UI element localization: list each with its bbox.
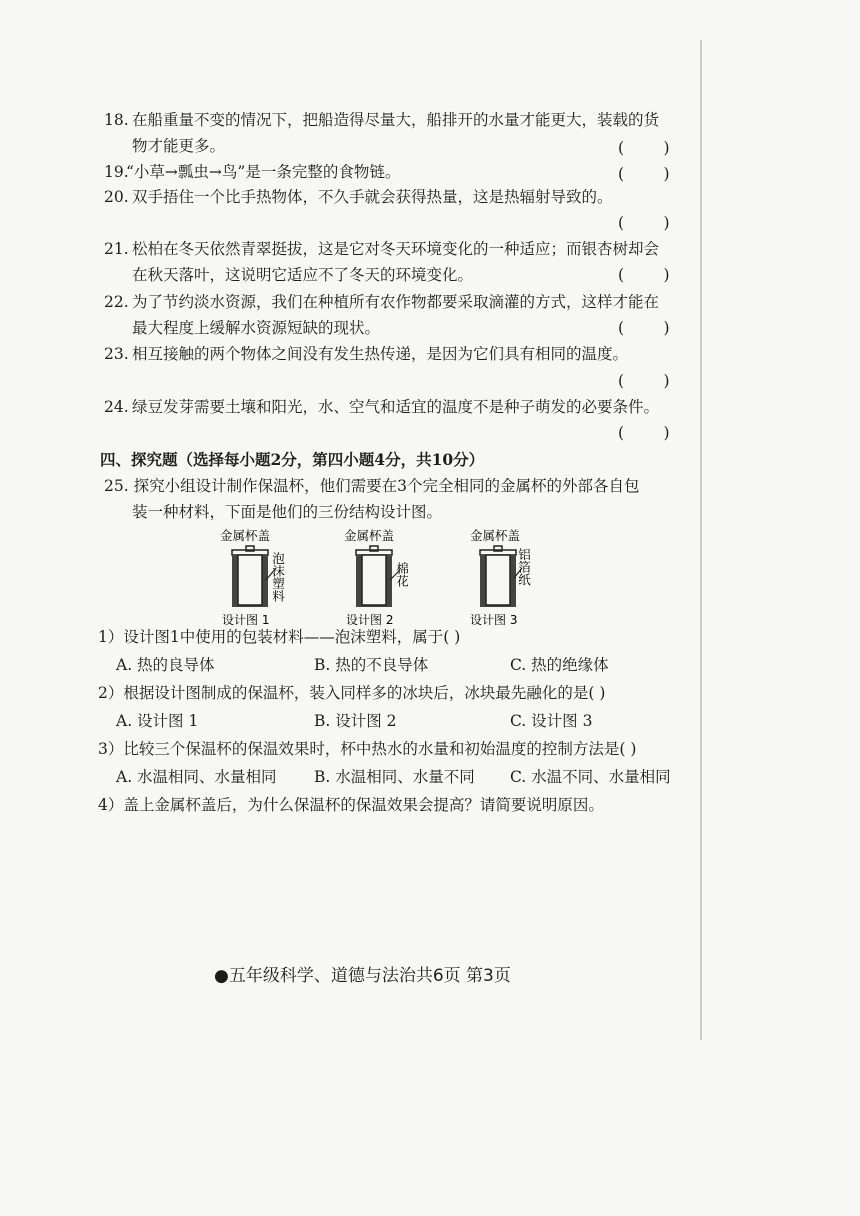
diagram-3-material-label: 铝箔纸 [516,548,532,586]
question-20-answer-blank[interactable]: ( ) [618,214,670,232]
question-19-num: 19. [104,163,129,181]
question-23-num: 23. [104,345,129,363]
question-22-line2: 最大程度上缓解水资源短缺的现状。 [132,319,381,337]
sub-question-1-option-b[interactable]: B. 热的不良导体 [314,656,429,674]
diagram-3-caption: 设计图 3 [470,613,518,627]
question-20-num: 20. [104,188,129,206]
question-23-line1: 相互接触的两个物体之间没有发生热传递，是因为它们具有相同的温度。 [132,345,629,363]
sub-question-3-stem: 3）比较三个保温杯的保温效果时，杯中热水的水量和初始温度的控制方法是( ) [98,740,637,758]
design-diagram-3 [470,528,532,627]
question-18-line1: 在船重量不变的情况下，把船造得尽量大，船排开的水量才能更大，装载的货 [132,111,660,129]
question-19-answer-blank[interactable]: ( ) [618,165,670,183]
sub-question-2-option-b[interactable]: B. 设计图 2 [314,712,397,730]
question-23-answer-blank[interactable]: ( ) [618,372,670,390]
question-21-num: 21. [104,240,129,258]
question-20-line1: 双手捂住一个比手热物体，不久手就会获得热量，这是热辐射导致的。 [132,188,613,206]
sub-question-1-option-a[interactable]: A. 热的良导体 [116,656,215,674]
diagram-1-lid-label: 金属杯盖 [220,528,271,543]
page-edge [700,40,702,1040]
sub-question-3-option-a[interactable]: A. 水温相同、水量相同 [116,768,277,786]
section-4-title: 四、探究题（选择每小题2分，第四小题4分，共10分） [100,450,485,469]
design-diagram-1 [220,528,286,627]
diagram-2-caption: 设计图 2 [346,613,394,627]
design-diagram-2 [344,528,410,627]
question-24-line1: 绿豆发芽需要土壤和阳光，水、空气和适宜的温度不是种子萌发的必要条件。 [132,398,660,416]
design-diagrams-svg [210,528,540,628]
sub-question-1-stem: 1）设计图1中使用的包装材料——泡沫塑料，属于( ) [98,628,461,646]
question-25-line2: 装一种材料，下面是他们的三份结构设计图。 [132,503,443,521]
page-footer: ●五年级科学、道德与法治共6页 第3页 [214,966,511,986]
design-diagrams [210,528,540,628]
sub-question-2-option-a[interactable]: A. 设计图 1 [116,712,199,730]
question-24-num: 24. [104,398,129,416]
question-19-line1: “小草→瓢虫→鸟”是一条完整的食物链。 [126,163,401,181]
diagram-2-material-label: 棉花 [394,562,410,587]
diagram-2-cup [362,555,386,605]
question-18-answer-blank[interactable]: ( ) [618,139,670,157]
diagram-2-lid-label: 金属杯盖 [344,528,395,543]
question-22-answer-blank[interactable]: ( ) [618,319,670,337]
sub-question-4-stem: 4）盖上金属杯盖后，为什么保温杯的保温效果会提高？请简要说明原因。 [98,796,604,814]
sub-question-1-option-c[interactable]: C. 热的绝缘体 [510,656,609,674]
question-21-line2: 在秋天落叶，这说明它适应不了冬天的环境变化。 [132,266,474,284]
question-18-line2: 物才能更多。 [132,137,226,155]
question-21-line1: 松柏在冬天依然青翠挺拔，这是它对冬天环境变化的一种适应；而银杏树却会 [132,240,660,258]
sub-question-3-option-c[interactable]: C. 水温不同、水量相同 [510,768,671,786]
sub-question-2-option-c[interactable]: C. 设计图 3 [510,712,593,730]
diagram-3-lid-label: 金属杯盖 [470,528,521,543]
question-22-line1: 为了节约淡水资源，我们在种植所有农作物都要采取滴灌的方式，这样才能在 [132,293,660,311]
question-25-line1: 25. 探究小组设计制作保温杯，他们需要在3个完全相同的金属杯的外部各自包 [104,477,640,495]
question-24-answer-blank[interactable]: ( ) [618,424,670,442]
sub-question-2-stem: 2）根据设计图制成的保温杯，装入同样多的冰块后，冰块最先融化的是( ) [98,684,606,702]
diagram-1-cup [238,555,262,605]
diagram-1-caption: 设计图 1 [222,613,270,627]
question-21-answer-blank[interactable]: ( ) [618,266,670,284]
question-18-num: 18. [104,111,129,129]
diagram-3-cup [486,555,510,605]
diagram-1-material-label: 泡沫塑料 [270,552,286,602]
sub-question-3-option-b[interactable]: B. 水温相同、水量不同 [314,768,475,786]
question-22-num: 22. [104,293,129,311]
